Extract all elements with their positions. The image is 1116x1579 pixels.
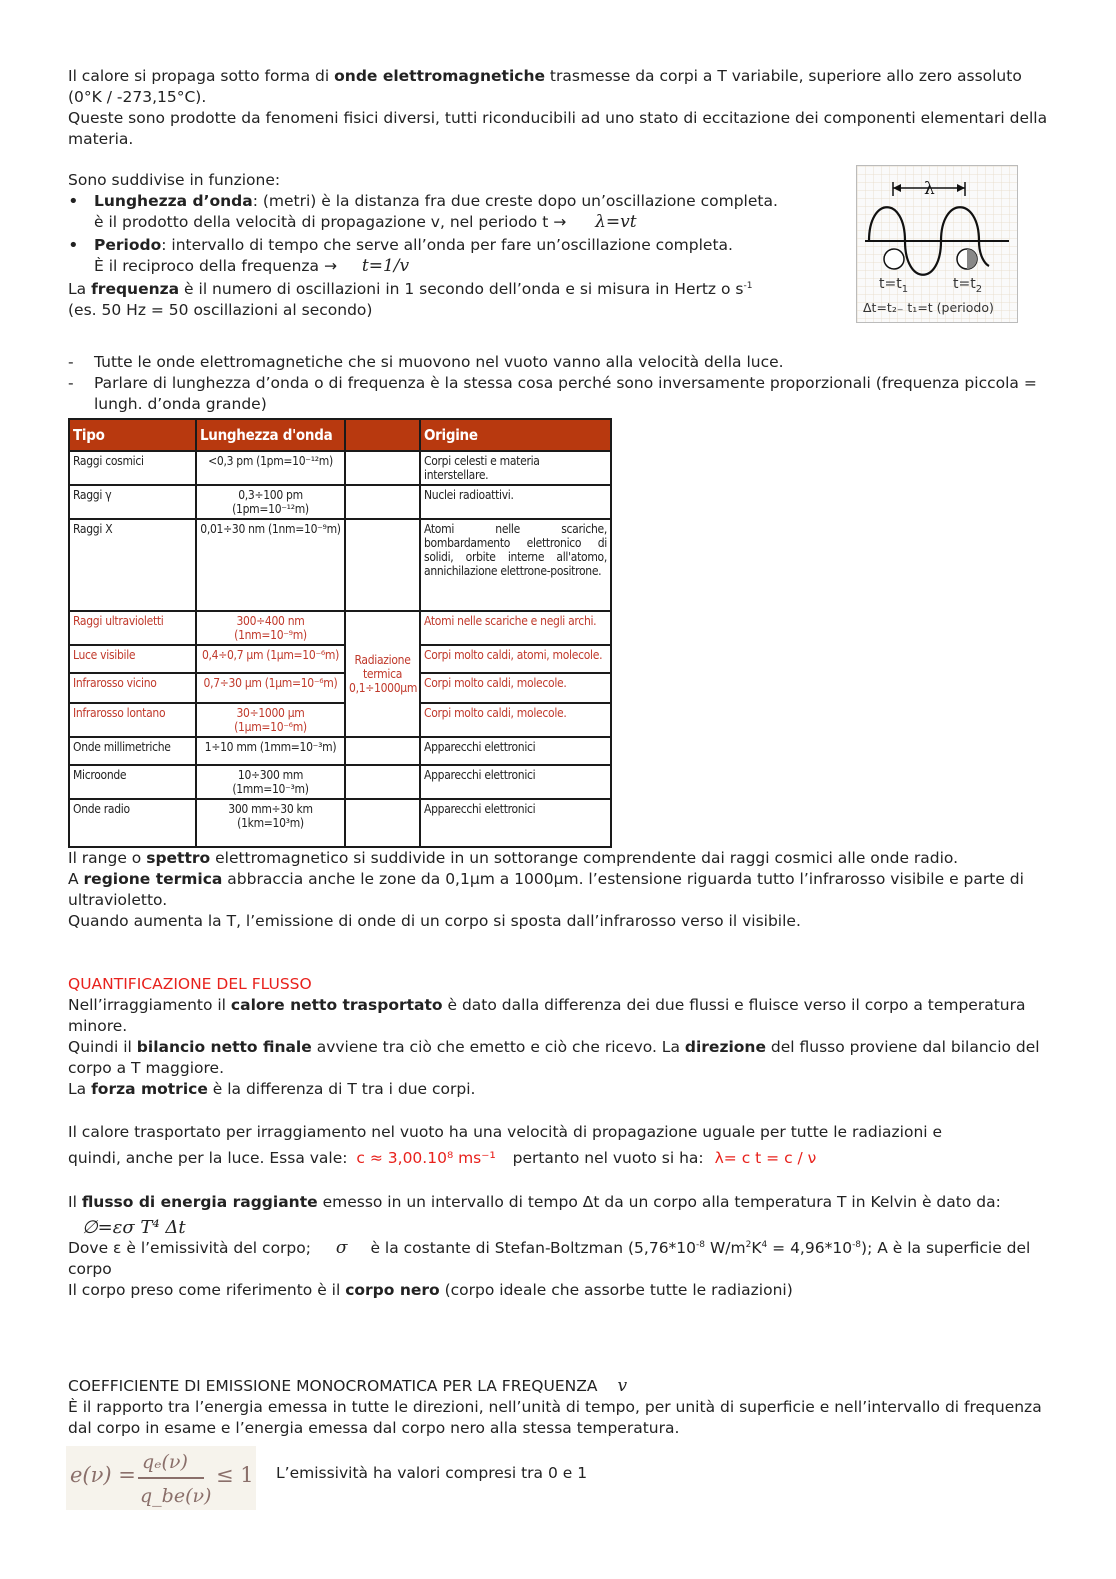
cell-tipo: Infrarosso lontano <box>69 703 196 737</box>
cell-origine: Corpi celesti e materia interstellare. <box>420 451 611 485</box>
flux-section <box>68 974 1048 1100</box>
spectrum-paragraph-2: A regione termica abbraccia anche le zone da 0,1μm a 1000μm. l’estensione riguarda tutto l’infrarosso visibile e parte di ultravioletto. <box>68 870 1024 909</box>
velocity-line-2: quindi, anche per la luce. Essa vale: c ≈ 3,00.10⁸ ms⁻¹ pertanto nel vuoto si ha: λ= c t = c / ν <box>68 1149 817 1167</box>
velocity-line-1: Il calore trasportato per irraggiamento nel vuoto ha una velocità di propagazione uguale per tutte le radiazioni e <box>68 1123 943 1141</box>
stefan-boltzmann-formula: ∅=εσ T⁴ Δt <box>82 1217 186 1238</box>
emission-coefficient-formula <box>66 1446 256 1510</box>
wave-svg <box>857 166 1017 322</box>
subdivision-heading: Sono suddivise in funzione: <box>68 171 281 189</box>
t1-label: $t=t_1$ <box>879 276 909 295</box>
radiant-flux-paragraph: Il flusso di energia raggiante emesso in un intervallo di tempo Δt da un corpo alla temperatura T in Kelvin è dato da: <box>68 1193 1001 1211</box>
cell-tipo: Onde radio <box>69 799 196 847</box>
radiant-flux-section <box>68 1192 1048 1301</box>
cell-origine: Apparecchi elettronici <box>420 765 611 799</box>
velocity-section <box>68 1122 1048 1169</box>
cell-tipo: Luce visibile <box>69 645 196 673</box>
list-item-wavelength: • Lunghezza d’onda: (metri) è la distanza fra due creste dopo un’oscillazione completa. è il prodotto della velocità di propagazione v, nel periodo t → λ=vt <box>68 191 848 233</box>
intro <box>68 66 1048 150</box>
cell-empty <box>345 737 420 765</box>
flux-paragraph-2: Quindi il bilancio netto finale avviene tra ciò che emetto e ciò che ricevo. La direzione del flusso proviene dal bilancio del corpo a T maggiore. <box>68 1038 1040 1077</box>
cell-origine: Corpi molto caldi, molecole. <box>420 703 611 737</box>
cell-origine: Atomi nelle scariche e negli archi. <box>420 611 611 645</box>
flux-paragraph-1: Nell’irraggiamento il calore netto trasportato è dato dalla differenza dei due flussi e fluisce verso il corpo a temperatura minore. <box>68 996 1026 1035</box>
note-item: - Tutte le onde elettromagnetiche che si muovono nel vuoto vanno alla velocità della luce. <box>68 352 1048 373</box>
cell-lunghezza: 0,3÷100 pm (1pm=10⁻¹²m) <box>196 485 345 519</box>
spectrum-paragraph-1: Il range o spettro elettromagnetico si suddivide in un sottorange comprendente dai raggi cosmici alle onde radio. <box>68 849 959 867</box>
cell-tipo: Raggi cosmici <box>69 451 196 485</box>
cell-empty <box>345 519 420 611</box>
notes-list <box>68 352 1048 415</box>
subdivision <box>68 170 848 321</box>
table-row <box>69 485 611 519</box>
wavelength-vacuum-formula: λ= c t = c / ν <box>714 1149 817 1167</box>
cell-thermal-radiation: Radiazione termica 0,1÷1000μm <box>345 611 420 737</box>
wavelength-formula: λ=vt <box>595 212 637 232</box>
formula-lhs: e(ν) = <box>70 1463 136 1487</box>
cell-empty <box>345 485 420 519</box>
cell-origine: Apparecchi elettronici <box>420 799 611 847</box>
emissivity-range-note: L’emissività ha valori compresi tra 0 e 1 <box>276 1464 588 1482</box>
notes <box>68 352 1048 415</box>
table-header-empty <box>345 419 420 451</box>
mono-paragraph: È il rapporto tra l’energia emessa in tutte le direzioni, nell’unità di tempo, per unità di superficie e nell’intervallo di frequenza dal corpo in esame e l’energia emessa dal corpo nero alla stessa temperatura. <box>68 1398 1042 1437</box>
cell-tipo: Microonde <box>69 765 196 799</box>
wave-types-table <box>68 418 612 848</box>
flux-paragraph-3: La forza motrice è la differenza di T tra i due corpi. <box>68 1080 476 1098</box>
cell-tipo: Onde millimetriche <box>69 737 196 765</box>
cell-origine: Apparecchi elettronici <box>420 737 611 765</box>
table-row <box>69 765 611 799</box>
frequency-example: (es. 50 Hz = 50 oscillazioni al secondo) <box>68 301 373 319</box>
intro-paragraph-2: Queste sono prodotte da fenomeni fisici diversi, tutti riconducibili ad uno stato di eccitazione dei componenti elementari della materia. <box>68 109 1048 148</box>
cell-lunghezza: <0,3 pm (1pm=10⁻¹²m) <box>196 451 345 485</box>
table-header-lunghezza: Lunghezza d'onda <box>196 419 345 451</box>
table-row <box>69 451 611 485</box>
table-row <box>69 673 611 703</box>
cell-origine: Atomi nelle scariche, bombardamento elettronico di solidi, orbite interne all'atomo, annichilazione elettrone-positrone. <box>420 519 611 611</box>
cell-lunghezza: 1÷10 mm (1mm=10⁻³m) <box>196 737 345 765</box>
cell-lunghezza: 0,7÷30 μm (1μm=10⁻⁶m) <box>196 673 345 703</box>
table-row <box>69 737 611 765</box>
subdivision-list <box>68 191 848 277</box>
table-row <box>69 703 611 737</box>
cell-empty <box>345 451 420 485</box>
lambda-label: λ <box>924 179 935 199</box>
cell-tipo: Raggi γ <box>69 485 196 519</box>
formula-numerator: qₑ(ν) <box>142 1451 188 1473</box>
cell-lunghezza: 300÷400 nm (1nm=10⁻⁹m) <box>196 611 345 645</box>
cell-tipo: Raggi X <box>69 519 196 611</box>
cell-origine: Corpi molto caldi, molecole. <box>420 673 611 703</box>
cell-lunghezza: 0,4÷0,7 μm (1μm=10⁻⁶m) <box>196 645 345 673</box>
list-item-period: • Periodo: intervallo di tempo che serve all’onda per fare un’oscillazione completa. È il reciproco della frequenza → t=1/v <box>68 235 848 277</box>
cell-lunghezza: 30÷1000 μm (1μm=10⁻⁶m) <box>196 703 345 737</box>
table-row <box>69 645 611 673</box>
note-item: - Parlare di lunghezza d’onda o di frequenza è la stessa cosa perché sono inversamente proporzionali (frequenza piccola = lungh. d’onda grande) <box>68 373 1048 415</box>
cell-lunghezza: 300 mm÷30 km (1km=10³m) <box>196 799 345 847</box>
speed-of-light-formula: c ≈ 3,00.10⁸ ms⁻¹ <box>356 1149 496 1167</box>
period-formula: t=1/v <box>361 256 410 276</box>
wave-diagram <box>856 165 1018 323</box>
frequency-definition: La frequenza è il numero di oscillazioni in 1 secondo dell’onda e si misura in Hertz o $s^{-1}$ <box>68 280 753 298</box>
cell-tipo: Raggi ultravioletti <box>69 611 196 645</box>
mono-section <box>68 1376 1048 1439</box>
spectrum-paragraph-3: Quando aumenta la T, l’emissione di onde di un corpo si sposta dall’infrarosso verso il visibile. <box>68 912 801 930</box>
cell-lunghezza: 10÷300 mm (1mm=10⁻³m) <box>196 765 345 799</box>
cell-empty <box>345 765 420 799</box>
table-row <box>69 519 611 611</box>
mono-title: COEFFICIENTE DI EMISSIONE MONOCROMATICA PER LA FREQUENZA v <box>68 1376 628 1396</box>
table-row <box>69 799 611 847</box>
circle-t1 <box>884 249 904 269</box>
flux-title: QUANTIFICAZIONE DEL FLUSSO <box>68 975 312 993</box>
cell-lunghezza: 0,01÷30 nm (1nm=10⁻⁹m) <box>196 519 345 611</box>
formula-denominator: q_be(ν) <box>140 1485 212 1507</box>
table-header-origine: Origine <box>420 419 611 451</box>
cell-empty <box>345 799 420 847</box>
t2-label: $t=t_2$ <box>953 276 983 295</box>
table-header-tipo: Tipo <box>69 419 196 451</box>
cell-origine: Corpi molto caldi, atomi, molecole. <box>420 645 611 673</box>
cell-tipo: Infrarosso vicino <box>69 673 196 703</box>
black-body-paragraph: Il corpo preso come riferimento è il corpo nero (corpo ideale che assorbe tutte le radiazioni) <box>68 1281 793 1299</box>
intro-paragraph-1: Il calore si propaga sotto forma di onde elettromagnetiche trasmesse da corpi a T variabile, superiore allo zero assoluto (0°K / -273,15°C). <box>68 67 1022 106</box>
formula-rhs: ≤ 1 <box>216 1463 254 1487</box>
emissivity-definition: Dove ε è l’emissività del corpo; σ è la costante di Stefan-Boltzman ($5,76*10^{-8}$ $W/m^2K^4 = 4,96*10^{-8}$); A è la superficie del corpo <box>68 1238 1031 1278</box>
table-row <box>69 611 611 645</box>
spectrum-section <box>68 848 1048 932</box>
period-caption: Δt=t₂₋ t₁=t (periodo) <box>863 300 994 315</box>
cell-origine: Nuclei radioattivi. <box>420 485 611 519</box>
